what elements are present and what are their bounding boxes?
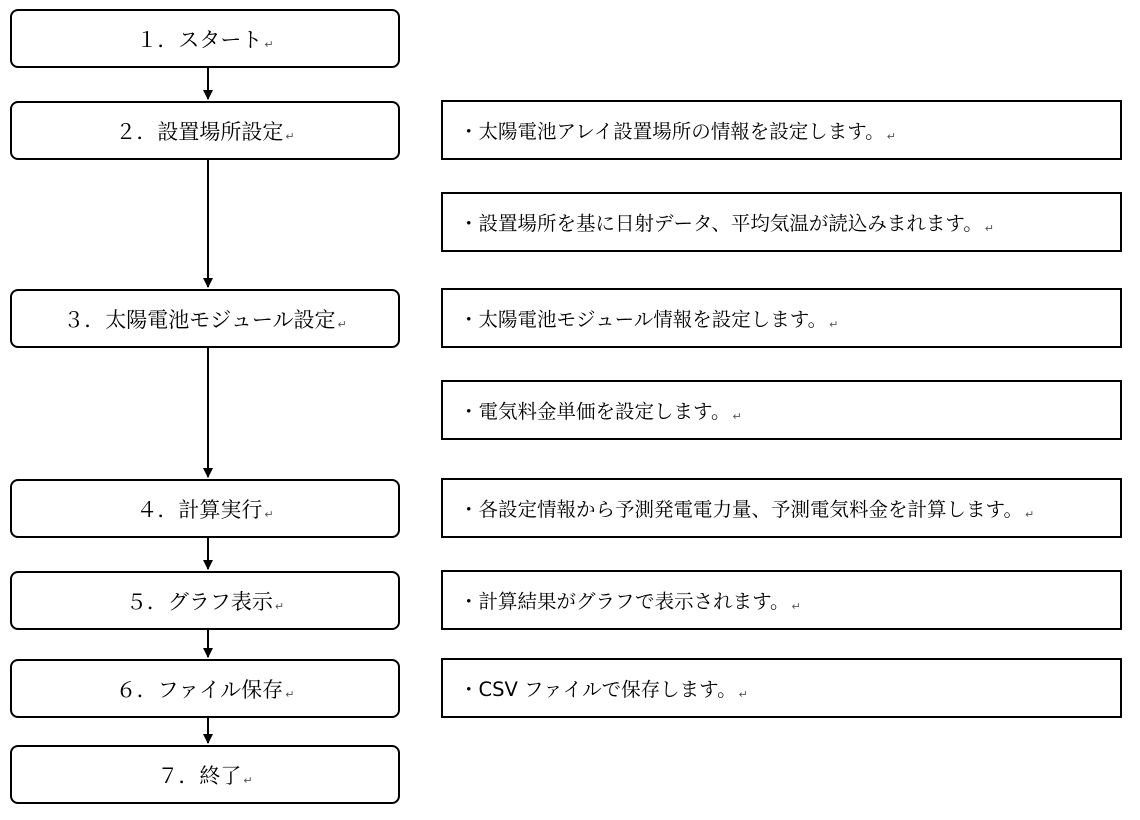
- paragraph-mark-icon: ↵: [274, 600, 285, 613]
- paragraph-mark-icon: ↵: [732, 409, 742, 423]
- step-label: ７．終了: [157, 763, 242, 788]
- step-module-setting: [10, 289, 400, 348]
- paragraph-mark-icon: ↵: [1024, 507, 1035, 521]
- paragraph-mark-icon: ↵: [337, 318, 347, 331]
- note-site-info: [441, 100, 1122, 160]
- note-text: ・設置場所を基に日射データ、平均気温が読込みまれます。: [459, 212, 983, 235]
- paragraph-mark-icon: ↵: [886, 129, 896, 143]
- step-save-file: [10, 659, 400, 718]
- paragraph-mark-icon: ↵: [264, 508, 274, 521]
- step-calculate: [10, 479, 400, 538]
- step-end: [10, 745, 400, 804]
- step-label: ４．計算実行: [136, 497, 263, 522]
- note-graph-result: [441, 570, 1122, 630]
- note-irradiance: [441, 192, 1122, 252]
- paragraph-mark-icon: ↵: [829, 317, 839, 331]
- paragraph-mark-icon: ↵: [285, 130, 295, 143]
- paragraph-mark-icon: ↵: [984, 221, 994, 235]
- paragraph-mark-icon: ↵: [791, 599, 801, 613]
- step-site-setting: [10, 101, 400, 160]
- paragraph-mark-icon: ↵: [285, 688, 295, 701]
- note-text: ・太陽電池アレイ設置場所の情報を設定します。: [459, 120, 885, 143]
- note-unit-price: [441, 380, 1122, 440]
- note-text: ・太陽電池モジュール情報を設定します。: [459, 308, 828, 331]
- note-compute: [441, 478, 1122, 538]
- note-text: ・CSV ファイルで保存します。: [459, 678, 737, 701]
- paragraph-mark-icon: ↵: [738, 687, 748, 701]
- step-start: [10, 9, 400, 68]
- note-module-info: [441, 288, 1122, 348]
- step-label: ３．太陽電池モジュール設定: [63, 307, 336, 332]
- note-text: ・各設定情報から予測発電電力量、予測電気料金を計算します。: [459, 498, 1023, 521]
- step-label: ６．ファイル保存: [115, 677, 284, 702]
- step-graph: [10, 571, 400, 630]
- note-text: ・計算結果がグラフで表示されます。: [459, 590, 790, 613]
- paragraph-mark-icon: ↵: [264, 38, 274, 51]
- paragraph-mark-icon: ↵: [243, 774, 253, 787]
- step-label: ５．グラフ表示: [125, 589, 273, 614]
- step-label: ２．設置場所設定: [115, 119, 284, 144]
- step-label: １．スタート: [136, 27, 263, 52]
- note-text: ・電気料金単価を設定します。: [459, 400, 731, 423]
- note-csv-save: [441, 658, 1122, 718]
